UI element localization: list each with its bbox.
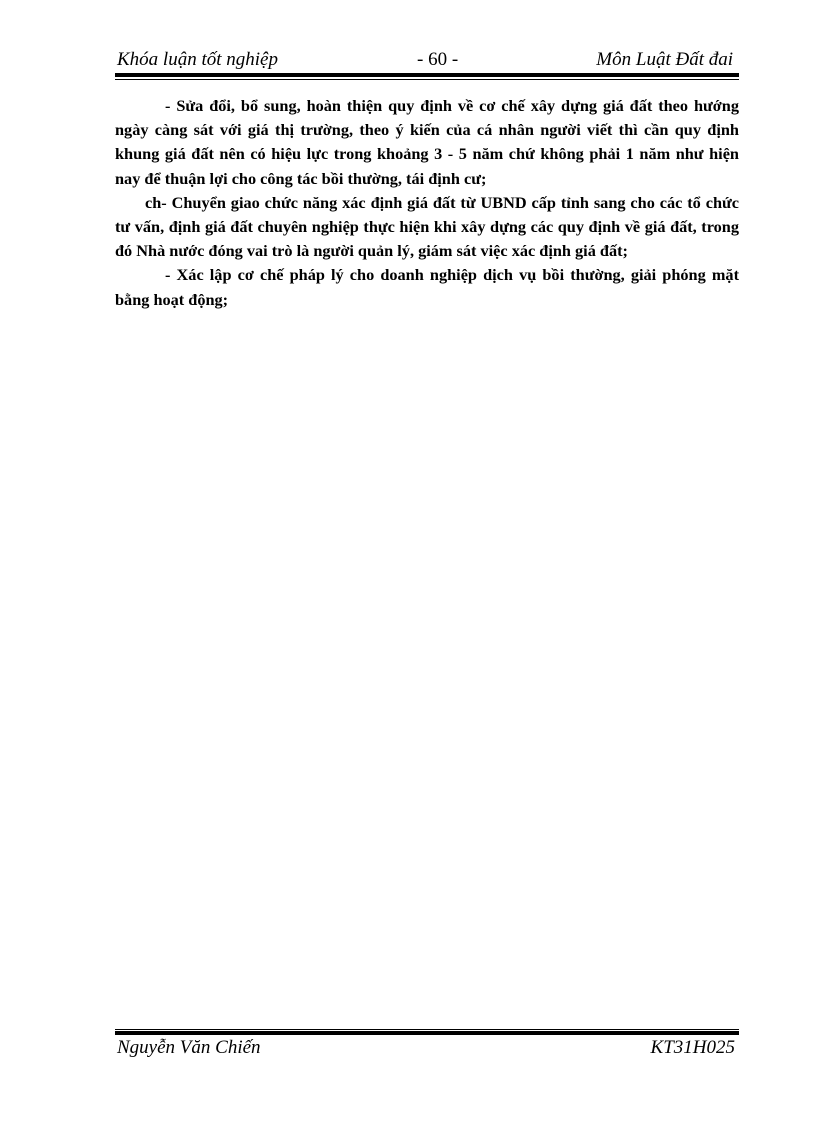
page-number: - 60 - [417, 49, 459, 70]
footer-rule-thin [115, 1029, 739, 1030]
header-rule-thin [115, 79, 739, 80]
page-header [115, 48, 739, 72]
page-footer [115, 1036, 739, 1060]
footer-rule-thick [115, 1031, 739, 1035]
footer-author: Nguyễn Văn Chiến [117, 1037, 261, 1058]
header-rule-thick [115, 73, 739, 77]
header-subject: Môn Luật Đất đai [596, 49, 733, 70]
body-paragraph-2: ch- Chuyển giao chức năng xác định giá đất từ UBND cấp tỉnh sang cho các tổ chức tư vấn, định giá đất chuyên nghiệp thực hiện khi xây dựng các quy định về giá đất, trong đó Nhà nước đóng vai trò là người quản lý, giám sát việc xác định giá đất; [115, 192, 739, 261]
body-paragraph-1: - Sửa đổi, bổ sung, hoàn thiện quy định về cơ chế xây dựng giá đất theo hướng ngày càng sát với giá thị trường, theo ý kiến của cá nhân người viết thì cần quy định khung giá đất nên có hiệu lực trong khoảng 3 - 5 năm chứ không phải 1 năm như hiện nay để thuận lợi cho công tác bồi thường, tái định cư; [115, 96, 739, 188]
page-body [115, 94, 739, 312]
body-paragraph-3: - Xác lập cơ chế pháp lý cho doanh nghiệp dịch vụ bồi thường, giải phóng mặt bằng hoạt động; [115, 265, 739, 309]
header-document-type: Khóa luận tốt nghiệp [117, 49, 278, 70]
footer-student-code: KT31H025 [650, 1037, 735, 1058]
